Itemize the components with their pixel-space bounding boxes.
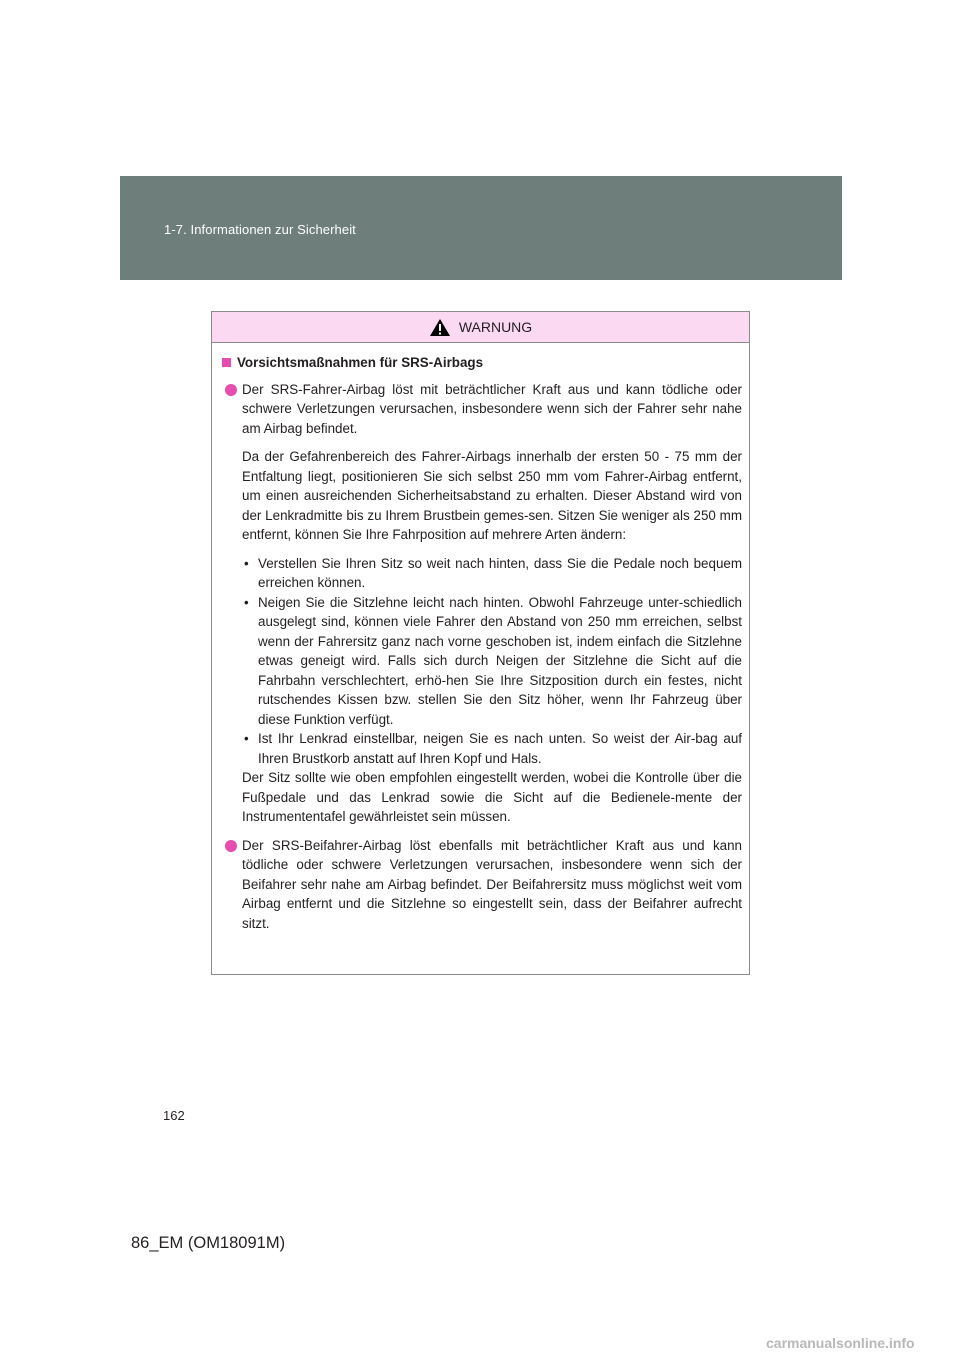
square-bullet-icon: [222, 358, 231, 367]
document-code: 86_EM (OM18091M): [131, 1234, 286, 1252]
warning-body: [212, 343, 749, 933]
precautions-heading: [222, 353, 742, 373]
list-item: • Neigen Sie die Sitzlehne leicht nach hinten. Obwohl Fahrzeuge unter-schiedlich ausgelegt sind, können viele Fahrer den Abstand von 250 mm erreichen, selbst wenn der Fahrersitz ganz nach vorne geschoben ist, indem einfach die Sitzlehne etwas geneigt wird. Falls sich durch Neigen der Sitzlehne die Sicht auf die Fahrbahn verschlechtert, erhö-hen Sie Ihre Sitzposition durch ein festes, nicht rutschendes Kissen bzw. stellen Sie den Sitz höher, wenn Ihr Fahrzeug über diese Funktion verfügt.: [244, 594, 742, 727]
driver-airbag-point: [222, 380, 742, 827]
driver-airbag-intro: Der SRS-Fahrer-Airbag löst mit beträchtlicher Kraft aus und kann tödliche oder schwere Verletzungen verursachen, insbesondere wenn sich der Fahrer sehr nahe am Airbag befindet.: [242, 381, 742, 436]
bullet-mark: •: [244, 555, 249, 571]
page-number: 162: [163, 1108, 185, 1123]
warning-box: [211, 311, 750, 975]
round-bullet-icon: [225, 840, 237, 852]
warning-header: [212, 312, 749, 343]
chapter-header-band: [120, 176, 842, 280]
passenger-airbag-point: [222, 836, 742, 934]
bullet-mark: •: [244, 594, 249, 610]
driver-airbag-distance-paragraph: Da der Gefahrenbereich des Fahrer-Airbags innerhalb der ersten 50 - 75 mm der Entfaltung liegt, positionieren Sie sich selbst 250 mm vom Fahrer-Airbag entfernt, um einen ausreichenden Sicherheitsabstand zu erhalten. Dieser Abstand wird von der Lenkradmitte bis zu Ihrem Brustbein gemes-sen. Sitzen Sie weniger als 250 mm entfernt, können Sie Ihre Fahrposition auf mehrere Arten ändern:: [242, 449, 742, 542]
precautions-heading-text: Vorsichtsmaßnahmen für SRS-Airbags: [237, 355, 484, 370]
adjustment-list: [242, 554, 742, 769]
passenger-airbag-text: Der SRS-Beifahrer-Airbag löst ebenfalls mit beträchtlicher Kraft aus und kann tödliche oder schwere Verletzungen verursachen, insbesondere wenn sich der Beifahrer sehr nahe am Airbag befindet. Der Beifahrersitz muss möglichst weit vom Airbag entfernt und die Sitzlehne so eingestellt sein, dass der Beifahrer aufrecht sitzt.: [242, 837, 742, 931]
bullet-mark: •: [244, 731, 249, 746]
list-item: • Verstellen Sie Ihren Sitz so weit nach hinten, dass Sie die Pedale noch bequem erreichen können.: [244, 555, 742, 590]
list-item: • Ist Ihr Lenkrad einstellbar, neigen Sie es nach unten. So weist der Air-bag auf Ihren Brustkorb anstatt auf Ihren Kopf und Hals.: [244, 731, 742, 766]
watermark: carmanualsonline.info: [766, 1335, 915, 1351]
warning-title: WARNUNG: [458, 319, 533, 335]
section-title: 1-7. Informationen zur Sicherheit: [164, 222, 356, 237]
seat-adjustment-closing: Der Sitz sollte wie oben empfohlen eingestellt werden, wobei die Kontrolle über die Fußpedale und das Lenkrad sowie die Sicht auf die Bedienele-mente der Instrumententafel gewährleistet sein müssen.: [242, 770, 742, 824]
round-bullet-icon: [225, 384, 237, 396]
warning-triangle-icon: [429, 318, 451, 337]
